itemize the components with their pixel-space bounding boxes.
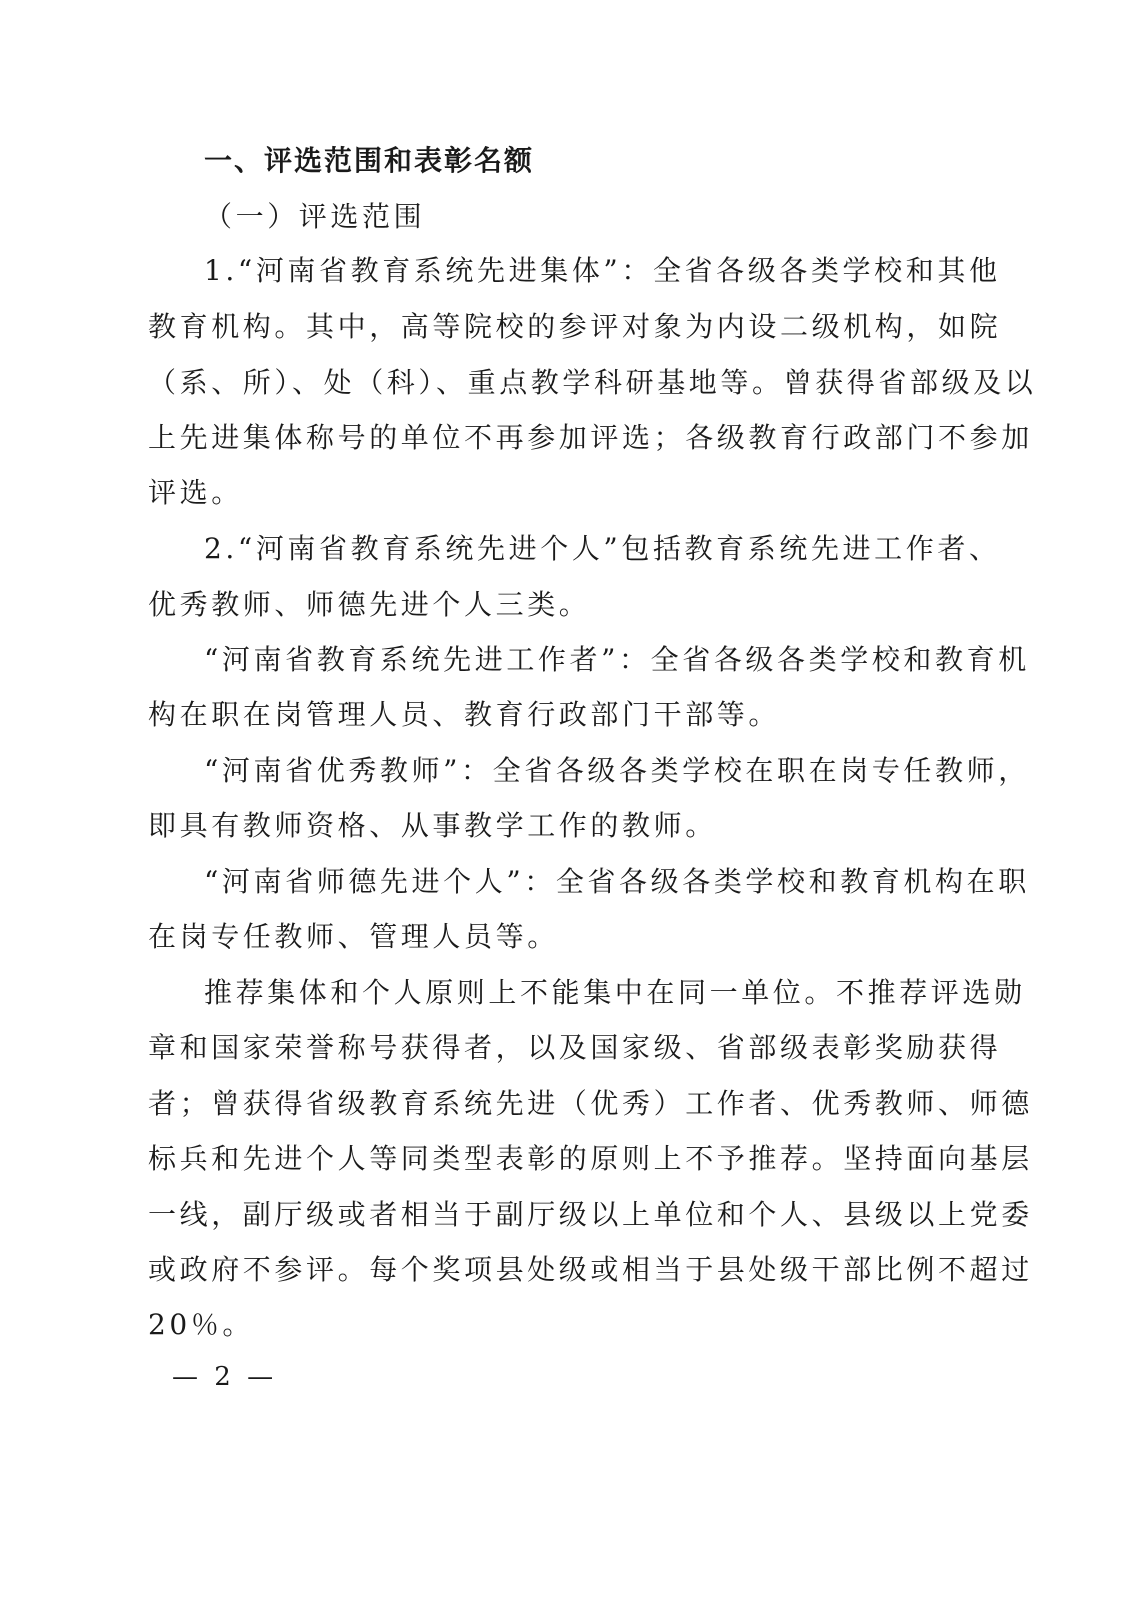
- paragraph-line: （系、所）、处（科）、重点教学科研基地等。曾获得省部级及以: [148, 366, 1037, 399]
- paragraph-line: 推荐集体和个人原则上不能集中在同一单位。不推荐评选勋: [204, 976, 1026, 1009]
- paragraph-line: 或政府不参评。每个奖项县处级或相当于县处级干部比例不超过: [148, 1253, 1033, 1286]
- paragraph-line: “河南省教育系统先进工作者”：全省各级各类学校和教育机: [204, 643, 1030, 676]
- paragraph-line: 优秀教师、师德先进个人三类。: [148, 588, 591, 621]
- paragraph-line: 上先进集体称号的单位不再参加评选；各级教育行政部门不参加: [148, 421, 1033, 454]
- paragraph-line: 教育机构。其中，高等院校的参评对象为内设二级机构，如院: [148, 310, 1002, 343]
- paragraph-line: “河南省师德先进个人”：全省各级各类学校和教育机构在职: [204, 865, 1030, 898]
- paragraph-line: 者；曾获得省级教育系统先进（优秀）工作者、优秀教师、师德: [148, 1087, 1033, 1120]
- section-heading: 一、评选范围和表彰名额: [204, 144, 535, 177]
- page-number: — 2 —: [172, 1362, 278, 1392]
- paragraph-line: 评选。: [148, 476, 243, 509]
- paragraph-line: “河南省优秀教师”：全省各级各类学校在职在岗专任教师，: [204, 754, 1030, 787]
- paragraph-line: 章和国家荣誉称号获得者，以及国家级、省部级表彰奖励获得: [148, 1031, 1002, 1064]
- subsection-heading: （一）评选范围: [204, 200, 426, 233]
- paragraph-line: 1.“河南省教育系统先进集体”：全省各级各类学校和其他: [204, 254, 1001, 287]
- paragraph-line: 一线，副厅级或者相当于副厅级以上单位和个人、县级以上党委: [148, 1198, 1033, 1231]
- paragraph-line: 构在职在岗管理人员、教育行政部门干部等。: [148, 698, 781, 731]
- paragraph-line: 即具有教师资格、从事教学工作的教师。: [148, 809, 717, 842]
- paragraph-line: 在岗专任教师、管理人员等。: [148, 920, 559, 953]
- paragraph-line: 2.“河南省教育系统先进个人”包括教育系统先进工作者、: [204, 532, 1001, 565]
- paragraph-line: 20％。: [148, 1308, 255, 1341]
- paragraph-line: 标兵和先进个人等同类型表彰的原则上不予推荐。坚持面向基层: [148, 1142, 1033, 1175]
